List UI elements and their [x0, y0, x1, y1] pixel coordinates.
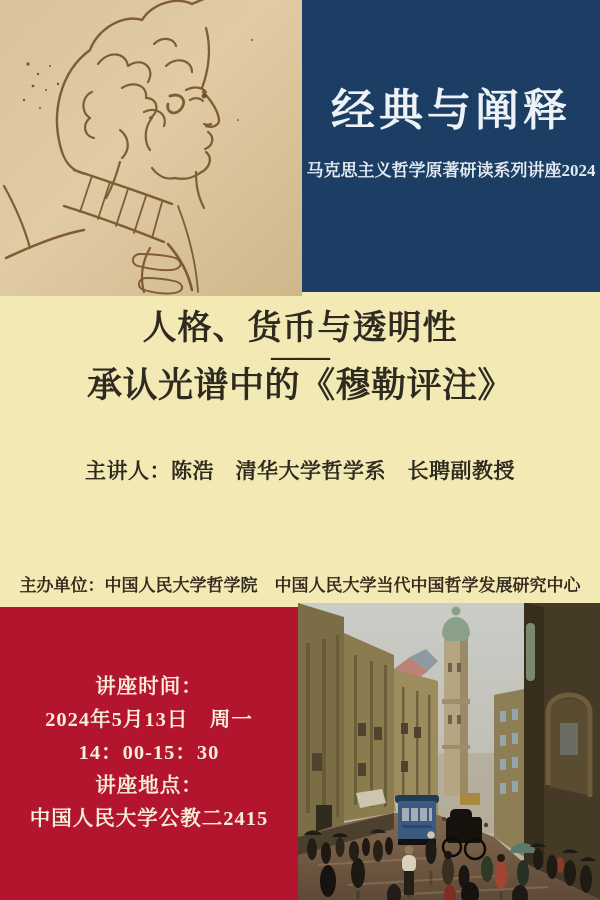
schedule-location: 中国人民大学公教二2415	[29, 808, 269, 830]
portrait-sketch-image	[0, 0, 302, 296]
lecture-title-line2: 承认光谱中的《穆勒评注》	[86, 366, 513, 405]
schedule-block	[0, 607, 298, 900]
street-painting-image	[298, 603, 600, 900]
schedule-location-label: 讲座地点：	[95, 775, 203, 797]
title-divider-dash: ——	[271, 340, 329, 373]
organizer-line: 主办单位：中国人民大学哲学院 中国人民大学当代中国哲学发展研究中心	[19, 576, 581, 595]
series-header	[302, 0, 600, 292]
lecture-title-line1: 人格、货币与透明性	[142, 310, 458, 347]
schedule-time-range: 14：00-15：30	[78, 742, 220, 764]
series-title: 经典与阐释	[331, 86, 571, 135]
speaker-line: 主讲人：陈浩 清华大学哲学系 长聘副教授	[85, 459, 515, 483]
schedule-time-label: 讲座时间：	[95, 676, 203, 698]
schedule-date: 2024年5月13日 周一	[45, 709, 253, 731]
portrait-sketch-svg	[0, 0, 302, 296]
street-painting-svg	[298, 603, 600, 900]
series-subtitle: 马克思主义哲学原著研读系列讲座2024	[306, 161, 596, 180]
lecture-info-section	[0, 296, 600, 607]
